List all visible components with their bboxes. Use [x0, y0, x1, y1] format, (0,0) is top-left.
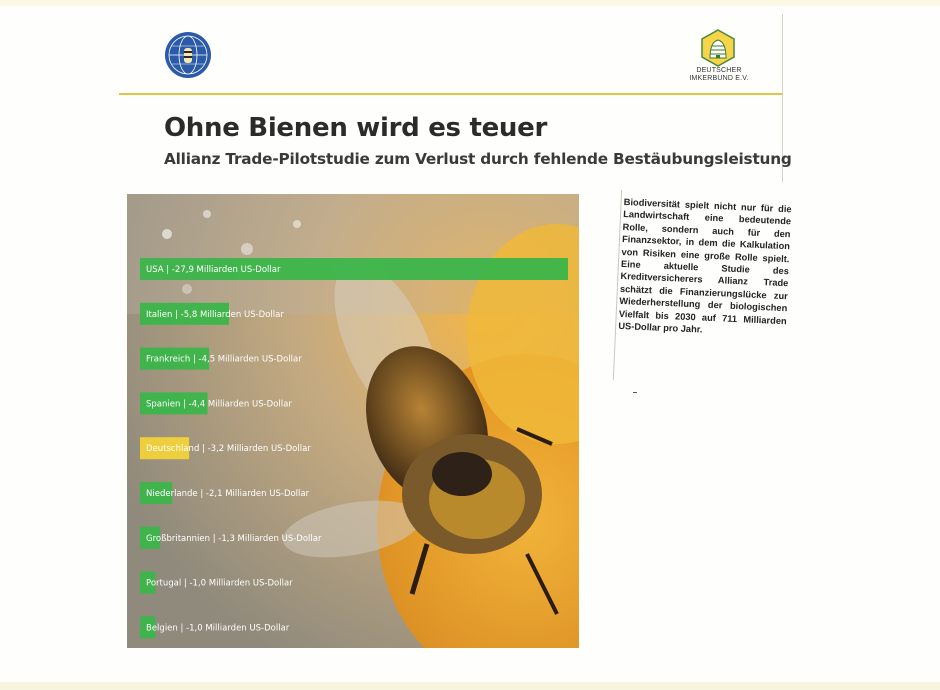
scan-bottom-edge: [0, 682, 940, 690]
bar-label-deutschland: Deutschland | -3,2 Milliarden US-Dollar: [146, 444, 311, 455]
headline: Ohne Bienen wird es teuer: [164, 113, 547, 143]
sidebar-text-box: [618, 196, 792, 340]
sidebar-paragraph: Biodiversität spielt nicht nur für die Landwirtschaft eine bedeutende Rolle, sondern auch für den Finanzsektor, in dem die Kalkulation von Risiken eine große Rolle spielt. Eine aktuelle Studie des Kreditversicherers Allianz Trade schätzt die Finanzierungslücke zur Wiederherstellung der biologischen Vielfalt bis 2030 auf 711 Milliarden US-Dollar pro Jahr.: [618, 196, 792, 335]
bar-label-belgien: Belgien | -1,0 Milliarden US-Dollar: [146, 623, 290, 634]
imkerbund-text: [676, 67, 762, 83]
bar-label-usa: USA | -27,9 Milliarden US-Dollar: [146, 265, 281, 275]
bar-chart: [127, 194, 579, 648]
bar-label-italien: Italien | -5,8 Milliarden US-Dollar: [146, 309, 284, 320]
chart-canvas: [127, 194, 579, 648]
dash-mark: [633, 392, 637, 393]
imkerbund-line-2: IMKERBUND E.V.: [689, 75, 749, 82]
scan-top-edge: [0, 0, 940, 6]
imkerbund-line-1: DEUTSCHER: [696, 67, 742, 74]
bar-label-grossbritannien: Großbritannien | -1,3 Milliarden US-Dollar: [146, 533, 322, 544]
bar-label-spanien: Spanien | -4,4 Milliarden US-Dollar: [146, 399, 292, 410]
bar-label-frankreich: Frankreich | -4,5 Milliarden US-Dollar: [146, 354, 302, 365]
bar-label-niederlande: Niederlande | -2,1 Milliarden US-Dollar: [146, 489, 310, 499]
apimondia-logo: [164, 31, 212, 79]
subheadline: Allianz Trade-Pilotstudie zum Verlust durch fehlende Bestäubungsleistung: [164, 150, 792, 168]
bar-label-portugal: Portugal | -1,0 Milliarden US-Dollar: [146, 578, 293, 589]
header-rule: [119, 93, 782, 95]
